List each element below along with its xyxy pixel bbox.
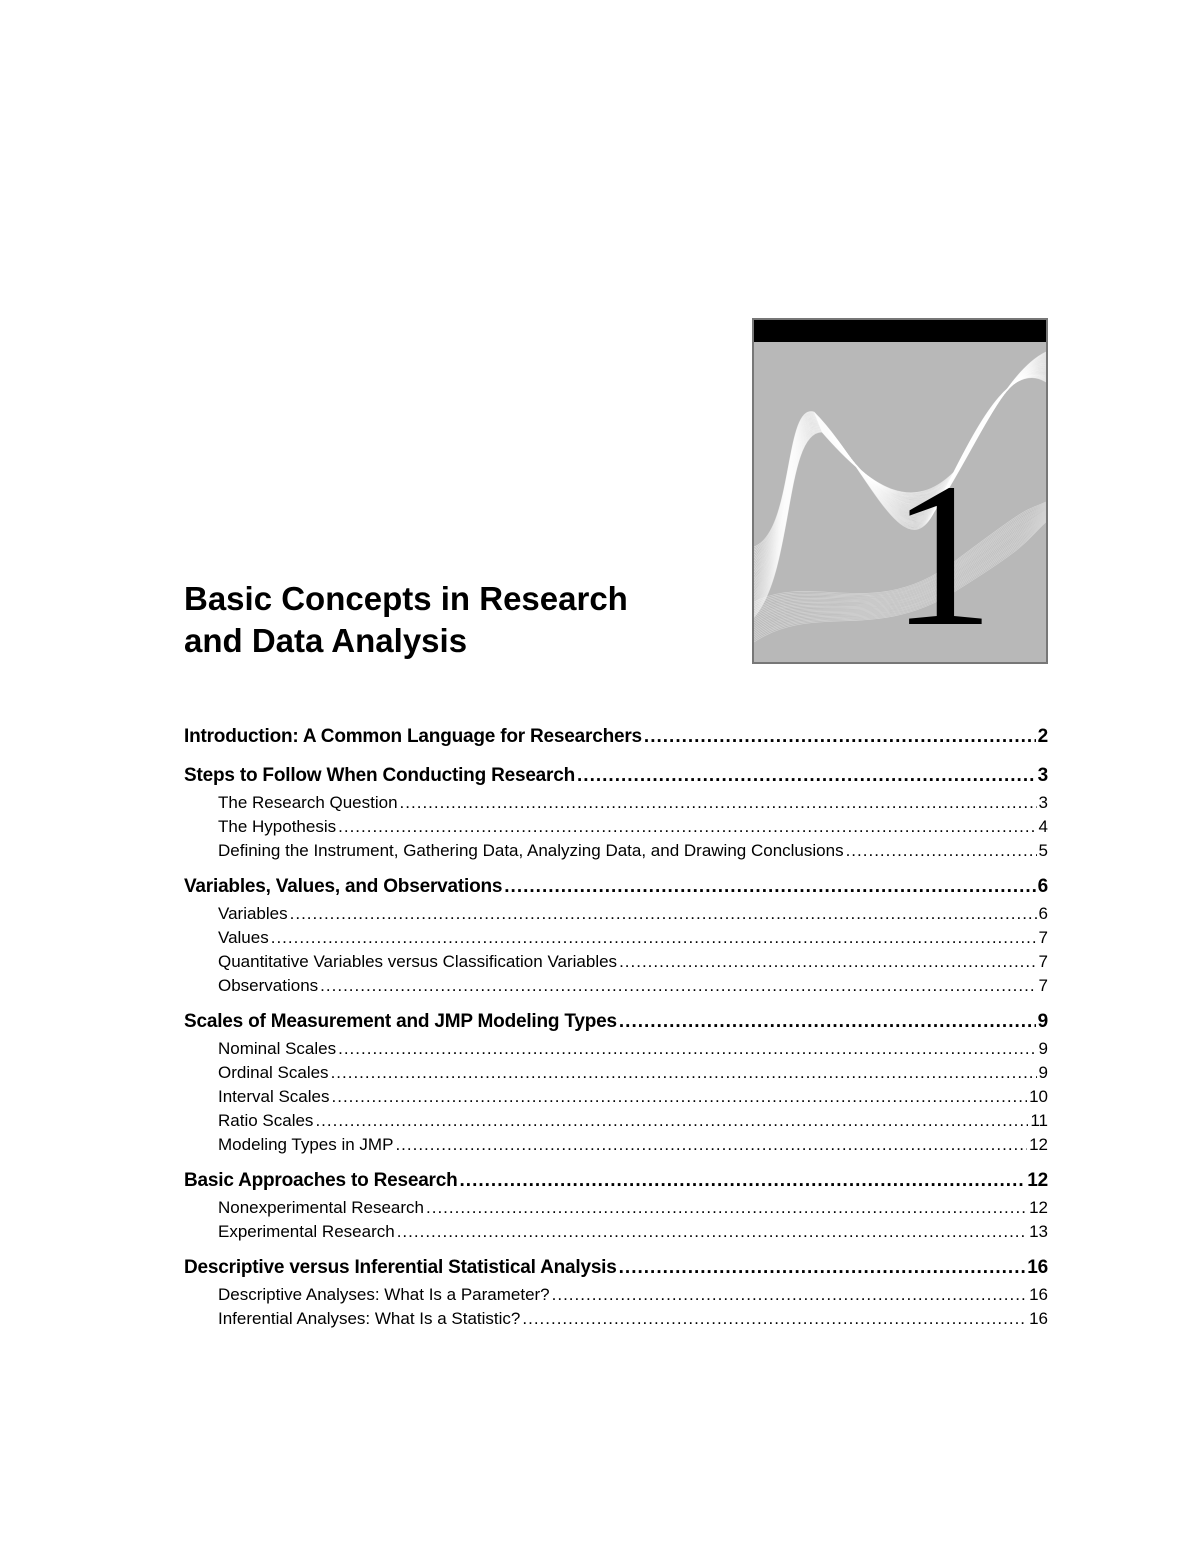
toc-entry-title: Basic Approaches to Research	[184, 1170, 458, 1191]
toc-subentry-page-number: 11	[1030, 1111, 1048, 1130]
dot-leader	[644, 722, 1036, 752]
toc-subentry-title: Descriptive Analyses: What Is a Parameter?	[218, 1285, 550, 1304]
table-of-contents	[184, 722, 1048, 1340]
dot-leader	[395, 1133, 1027, 1157]
toc-subentry-title: Experimental Research	[218, 1222, 395, 1241]
dot-leader	[331, 1061, 1037, 1085]
toc-subentry[interactable]	[184, 902, 1048, 926]
toc-entry-title: Descriptive versus Inferential Statistical Analysis	[184, 1257, 617, 1278]
toc-subentry-page-number: 6	[1038, 904, 1048, 923]
toc-subentry-title: Observations	[218, 976, 319, 995]
toc-subentry-page-number: 12	[1029, 1198, 1048, 1217]
dot-leader	[619, 1253, 1026, 1283]
chapter-number: 1	[891, 440, 994, 664]
toc-subentry[interactable]	[184, 974, 1048, 998]
chapter-number-graphic	[752, 318, 1048, 664]
dot-leader	[619, 950, 1036, 974]
toc-subentry-title: Nominal Scales	[218, 1039, 337, 1058]
dot-leader	[577, 761, 1036, 791]
toc-entry[interactable]	[184, 1007, 1048, 1037]
toc-subentry[interactable]	[184, 1283, 1048, 1307]
toc-subentry-title: Quantitative Variables versus Classification Variables	[218, 952, 618, 971]
toc-entry[interactable]	[184, 722, 1048, 752]
dot-leader	[846, 839, 1037, 863]
toc-section	[184, 722, 1048, 752]
toc-subentry-page-number: 7	[1038, 976, 1048, 995]
toc-section	[184, 1166, 1048, 1244]
toc-entry[interactable]	[184, 1253, 1048, 1283]
toc-subentry-title: Values	[218, 928, 269, 947]
toc-entry-page-number: 16	[1027, 1257, 1048, 1278]
toc-subentry-title: Nonexperimental Research	[218, 1198, 424, 1217]
dot-leader	[271, 926, 1037, 950]
toc-subentry[interactable]	[184, 1133, 1048, 1157]
toc-subentry-title: Variables	[218, 904, 288, 923]
chapter-graphic-band	[754, 320, 1046, 342]
dot-leader	[552, 1283, 1027, 1307]
toc-subentry[interactable]	[184, 1307, 1048, 1331]
toc-subentry-title: Inferential Analyses: What Is a Statistic?	[218, 1309, 521, 1328]
toc-subentry[interactable]	[184, 1085, 1048, 1109]
toc-subentry[interactable]	[184, 1196, 1048, 1220]
chapter-title-line-1: Basic Concepts in Research	[184, 580, 628, 617]
toc-subentry-page-number: 16	[1029, 1285, 1048, 1304]
toc-entry[interactable]	[184, 1166, 1048, 1196]
toc-subentry-title: Interval Scales	[218, 1087, 330, 1106]
toc-subentry-page-number: 13	[1029, 1222, 1048, 1241]
toc-subentry-page-number: 9	[1038, 1039, 1048, 1058]
toc-entry-page-number: 9	[1037, 1011, 1048, 1032]
dot-leader	[338, 815, 1036, 839]
dot-leader	[290, 902, 1037, 926]
toc-section	[184, 872, 1048, 998]
dot-leader	[320, 974, 1036, 998]
toc-subentry-title: Ordinal Scales	[218, 1063, 329, 1082]
toc-entry-page-number: 2	[1037, 726, 1048, 747]
dot-leader	[426, 1196, 1027, 1220]
toc-subentry-title: Ratio Scales	[218, 1111, 314, 1130]
toc-subentry[interactable]	[184, 839, 1048, 863]
toc-entry[interactable]	[184, 872, 1048, 902]
toc-subentry-title: The Research Question	[218, 793, 398, 812]
toc-subentry[interactable]	[184, 1037, 1048, 1061]
toc-section	[184, 1253, 1048, 1331]
toc-subentry[interactable]	[184, 1220, 1048, 1244]
dot-leader	[315, 1109, 1028, 1133]
toc-entry-page-number: 3	[1037, 765, 1048, 786]
toc-subentry[interactable]	[184, 926, 1048, 950]
toc-subentry[interactable]	[184, 950, 1048, 974]
toc-subentry-page-number: 10	[1029, 1087, 1048, 1106]
chapter-title	[184, 578, 744, 662]
toc-subentry-page-number: 7	[1038, 952, 1048, 971]
toc-subentry-page-number: 4	[1038, 817, 1048, 836]
toc-subentry-title: Modeling Types in JMP	[218, 1135, 394, 1154]
dot-leader	[619, 1007, 1036, 1037]
toc-entry-title: Introduction: A Common Language for Researchers	[184, 726, 642, 747]
dot-leader	[504, 872, 1035, 902]
toc-section	[184, 761, 1048, 863]
toc-subentry[interactable]	[184, 815, 1048, 839]
toc-subentry-page-number: 7	[1038, 928, 1048, 947]
toc-subentry-page-number: 5	[1038, 841, 1048, 860]
dot-leader	[397, 1220, 1027, 1244]
dot-leader	[460, 1166, 1026, 1196]
dot-leader	[338, 1037, 1036, 1061]
toc-subentry-title: Defining the Instrument, Gathering Data, Analyzing Data, and Drawing Conclusions	[218, 841, 844, 860]
toc-subentry[interactable]	[184, 1109, 1048, 1133]
toc-section	[184, 1007, 1048, 1157]
toc-subentry-page-number: 9	[1038, 1063, 1048, 1082]
toc-entry-page-number: 6	[1037, 876, 1048, 897]
dot-leader	[332, 1085, 1028, 1109]
toc-subentry-page-number: 3	[1038, 793, 1048, 812]
toc-entry-title: Variables, Values, and Observations	[184, 876, 503, 897]
toc-entry-page-number: 12	[1027, 1170, 1048, 1191]
chapter-title-line-2: and Data Analysis	[184, 622, 468, 659]
toc-subentry-title: The Hypothesis	[218, 817, 337, 836]
dot-leader	[522, 1307, 1027, 1331]
toc-subentry[interactable]	[184, 1061, 1048, 1085]
toc-entry-title: Steps to Follow When Conducting Research	[184, 765, 576, 786]
toc-subentry[interactable]	[184, 791, 1048, 815]
toc-entry-title: Scales of Measurement and JMP Modeling Types	[184, 1011, 617, 1032]
toc-subentry-page-number: 16	[1029, 1309, 1048, 1328]
dot-leader	[400, 791, 1037, 815]
toc-subentry-page-number: 12	[1029, 1135, 1048, 1154]
toc-entry[interactable]	[184, 761, 1048, 791]
